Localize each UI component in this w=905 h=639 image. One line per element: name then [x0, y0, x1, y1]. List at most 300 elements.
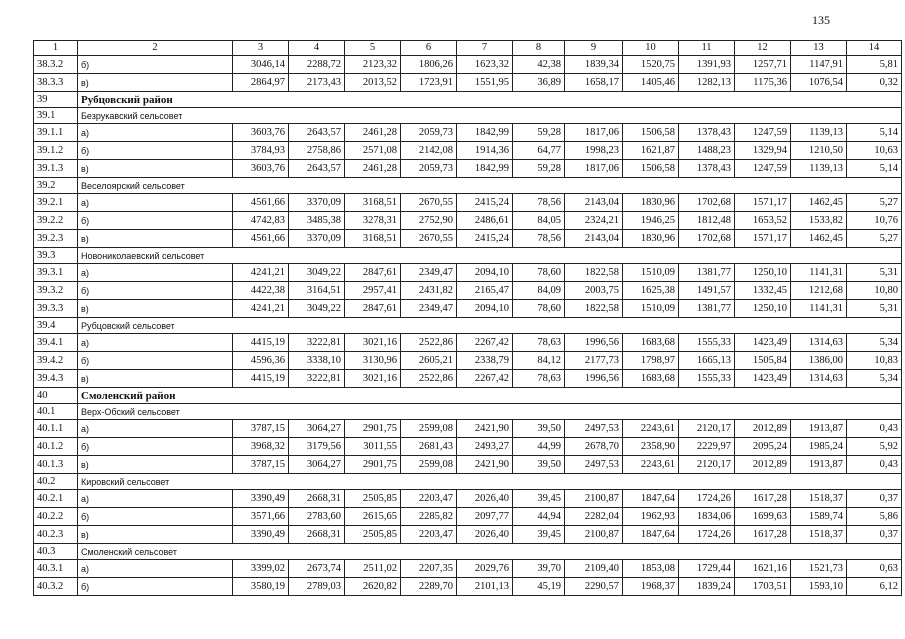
value-cell: 1847,64 — [623, 490, 679, 508]
value-cell: 1996,56 — [565, 370, 623, 388]
table-row — [34, 124, 902, 142]
row-label: а) — [78, 124, 233, 142]
header-cell: 14 — [847, 41, 902, 56]
row-code: 40 — [34, 388, 78, 404]
value-cell: 0,37 — [847, 526, 902, 544]
value-cell: 2026,40 — [457, 526, 513, 544]
settlement-name: Верх-Обский сельсовет — [78, 404, 902, 420]
settlement-name: Веселоярский сельсовет — [78, 178, 902, 194]
value-cell: 2678,70 — [565, 438, 623, 456]
value-cell: 2752,90 — [401, 212, 457, 230]
value-cell: 1830,96 — [623, 194, 679, 212]
value-cell: 2522,86 — [401, 334, 457, 352]
value-cell: 1589,74 — [791, 508, 847, 526]
value-cell: 78,63 — [513, 334, 565, 352]
value-cell: 1555,33 — [679, 370, 735, 388]
settlement-row — [34, 474, 902, 490]
value-cell: 1505,84 — [735, 352, 791, 370]
value-cell: 5,31 — [847, 264, 902, 282]
table-row — [34, 508, 902, 526]
value-cell: 1391,93 — [679, 56, 735, 74]
value-cell: 2029,76 — [457, 560, 513, 578]
value-cell: 3390,49 — [233, 490, 289, 508]
header-cell: 2 — [78, 41, 233, 56]
value-cell: 2431,82 — [401, 282, 457, 300]
value-cell: 44,94 — [513, 508, 565, 526]
value-cell: 39,50 — [513, 420, 565, 438]
row-code: 40.1.3 — [34, 456, 78, 474]
value-cell: 3784,93 — [233, 142, 289, 160]
table-row — [34, 334, 902, 352]
value-cell: 1847,64 — [623, 526, 679, 544]
value-cell: 1853,08 — [623, 560, 679, 578]
value-cell: 3571,66 — [233, 508, 289, 526]
value-cell: 1405,46 — [623, 74, 679, 92]
value-cell: 1946,25 — [623, 212, 679, 230]
value-cell: 2143,04 — [565, 194, 623, 212]
value-cell: 2864,97 — [233, 74, 289, 92]
table-row — [34, 490, 902, 508]
header-cell: 9 — [565, 41, 623, 56]
value-cell: 1571,17 — [735, 230, 791, 248]
value-cell: 1462,45 — [791, 194, 847, 212]
value-cell: 78,60 — [513, 264, 565, 282]
value-cell: 3064,27 — [289, 420, 345, 438]
value-cell: 1141,31 — [791, 300, 847, 318]
value-cell: 2338,79 — [457, 352, 513, 370]
settlement-name: Смоленский сельсовет — [78, 544, 902, 560]
value-cell: 4742,83 — [233, 212, 289, 230]
value-cell: 59,28 — [513, 124, 565, 142]
value-cell: 1822,58 — [565, 264, 623, 282]
value-cell: 2493,27 — [457, 438, 513, 456]
value-cell: 1842,99 — [457, 124, 513, 142]
value-cell: 10,63 — [847, 142, 902, 160]
row-code: 39.3 — [34, 248, 78, 264]
row-code: 40.2.1 — [34, 490, 78, 508]
value-cell: 1147,91 — [791, 56, 847, 74]
value-cell: 5,81 — [847, 56, 902, 74]
value-cell: 1665,13 — [679, 352, 735, 370]
table-row — [34, 230, 902, 248]
value-cell: 1381,77 — [679, 300, 735, 318]
value-cell: 1076,54 — [791, 74, 847, 92]
value-cell: 1842,99 — [457, 160, 513, 178]
value-cell: 39,70 — [513, 560, 565, 578]
value-cell: 1378,43 — [679, 124, 735, 142]
value-cell: 2847,61 — [345, 264, 401, 282]
value-cell: 5,31 — [847, 300, 902, 318]
row-label: б) — [78, 438, 233, 456]
page-number: 135 — [812, 13, 830, 27]
value-cell: 45,19 — [513, 578, 565, 596]
table-row — [34, 578, 902, 596]
value-cell: 1247,59 — [735, 124, 791, 142]
value-cell: 3399,02 — [233, 560, 289, 578]
value-cell: 2571,08 — [345, 142, 401, 160]
value-cell: 2165,47 — [457, 282, 513, 300]
value-cell: 1968,37 — [623, 578, 679, 596]
value-cell: 1257,71 — [735, 56, 791, 74]
value-cell: 2670,55 — [401, 230, 457, 248]
row-label: в) — [78, 456, 233, 474]
value-cell: 78,63 — [513, 370, 565, 388]
value-cell: 1683,68 — [623, 334, 679, 352]
row-label: б) — [78, 508, 233, 526]
value-cell: 3179,56 — [289, 438, 345, 456]
value-cell: 1822,58 — [565, 300, 623, 318]
value-cell: 2203,47 — [401, 526, 457, 544]
value-cell: 2511,02 — [345, 560, 401, 578]
value-cell: 1812,48 — [679, 212, 735, 230]
table-body — [34, 41, 902, 596]
header-cell: 7 — [457, 41, 513, 56]
row-label: в) — [78, 74, 233, 92]
row-label: а) — [78, 194, 233, 212]
district-row — [34, 92, 902, 108]
header-cell: 10 — [623, 41, 679, 56]
row-label: в) — [78, 370, 233, 388]
header-cell: 13 — [791, 41, 847, 56]
value-cell: 1830,96 — [623, 230, 679, 248]
row-label: а) — [78, 490, 233, 508]
value-cell: 1423,49 — [735, 370, 791, 388]
value-cell: 1488,23 — [679, 142, 735, 160]
value-cell: 2599,08 — [401, 420, 457, 438]
value-cell: 1571,17 — [735, 194, 791, 212]
value-cell: 2100,87 — [565, 526, 623, 544]
value-cell: 2605,21 — [401, 352, 457, 370]
value-cell: 2668,31 — [289, 490, 345, 508]
row-code: 39.1.1 — [34, 124, 78, 142]
value-cell: 78,60 — [513, 300, 565, 318]
value-cell: 2599,08 — [401, 456, 457, 474]
row-code: 38.3.3 — [34, 74, 78, 92]
row-code: 39.4.1 — [34, 334, 78, 352]
value-cell: 1139,13 — [791, 124, 847, 142]
value-cell: 39,45 — [513, 490, 565, 508]
settlement-name: Кировский сельсовет — [78, 474, 902, 490]
table-row — [34, 264, 902, 282]
value-cell: 5,14 — [847, 160, 902, 178]
value-cell: 1699,63 — [735, 508, 791, 526]
value-cell: 36,89 — [513, 74, 565, 92]
value-cell: 1962,93 — [623, 508, 679, 526]
value-cell: 3049,22 — [289, 300, 345, 318]
value-cell: 2177,73 — [565, 352, 623, 370]
value-cell: 2461,28 — [345, 124, 401, 142]
value-cell: 1817,06 — [565, 160, 623, 178]
row-label: а) — [78, 334, 233, 352]
value-cell: 2143,04 — [565, 230, 623, 248]
value-cell: 1386,00 — [791, 352, 847, 370]
value-cell: 0,37 — [847, 490, 902, 508]
value-cell: 44,99 — [513, 438, 565, 456]
header-row — [34, 41, 902, 56]
value-cell: 2615,65 — [345, 508, 401, 526]
value-cell: 1798,97 — [623, 352, 679, 370]
value-cell: 2059,73 — [401, 160, 457, 178]
row-code: 40.1 — [34, 404, 78, 420]
value-cell: 2497,53 — [565, 420, 623, 438]
value-cell: 1625,38 — [623, 282, 679, 300]
value-cell: 2643,57 — [289, 160, 345, 178]
row-label: а) — [78, 420, 233, 438]
value-cell: 2243,61 — [623, 456, 679, 474]
value-cell: 2670,55 — [401, 194, 457, 212]
value-cell: 1139,13 — [791, 160, 847, 178]
value-cell: 1282,13 — [679, 74, 735, 92]
value-cell: 59,28 — [513, 160, 565, 178]
value-cell: 3049,22 — [289, 264, 345, 282]
value-cell: 1555,33 — [679, 334, 735, 352]
value-cell: 2847,61 — [345, 300, 401, 318]
row-code: 39.3.3 — [34, 300, 78, 318]
value-cell: 3580,19 — [233, 578, 289, 596]
header-cell: 8 — [513, 41, 565, 56]
value-cell: 1723,91 — [401, 74, 457, 92]
table-row — [34, 352, 902, 370]
value-cell: 2282,04 — [565, 508, 623, 526]
value-cell: 1506,58 — [623, 160, 679, 178]
value-cell: 1817,06 — [565, 124, 623, 142]
tariff-table — [33, 40, 902, 596]
value-cell: 1381,77 — [679, 264, 735, 282]
value-cell: 2497,53 — [565, 456, 623, 474]
table-row — [34, 194, 902, 212]
value-cell: 3168,51 — [345, 194, 401, 212]
value-cell: 2349,47 — [401, 264, 457, 282]
value-cell: 3968,32 — [233, 438, 289, 456]
value-cell: 5,27 — [847, 230, 902, 248]
value-cell: 2094,10 — [457, 300, 513, 318]
value-cell: 78,56 — [513, 230, 565, 248]
row-label: б) — [78, 352, 233, 370]
header-cell: 6 — [401, 41, 457, 56]
value-cell: 2267,42 — [457, 334, 513, 352]
value-cell: 3603,76 — [233, 124, 289, 142]
row-code: 39.4.2 — [34, 352, 78, 370]
value-cell: 5,34 — [847, 370, 902, 388]
value-cell: 0,43 — [847, 420, 902, 438]
row-code: 39.4 — [34, 318, 78, 334]
table-row — [34, 56, 902, 74]
value-cell: 5,14 — [847, 124, 902, 142]
row-label: в) — [78, 526, 233, 544]
value-cell: 5,86 — [847, 508, 902, 526]
row-code: 39.3.1 — [34, 264, 78, 282]
value-cell: 39,45 — [513, 526, 565, 544]
settlement-name: Новониколаевский сельсовет — [78, 248, 902, 264]
value-cell: 42,38 — [513, 56, 565, 74]
value-cell: 2901,75 — [345, 420, 401, 438]
value-cell: 2120,17 — [679, 420, 735, 438]
table-row — [34, 526, 902, 544]
value-cell: 4561,66 — [233, 230, 289, 248]
value-cell: 1914,36 — [457, 142, 513, 160]
row-code: 40.3 — [34, 544, 78, 560]
value-cell: 2012,89 — [735, 456, 791, 474]
district-name: Рубцовский район — [78, 92, 902, 108]
value-cell: 2109,40 — [565, 560, 623, 578]
value-cell: 1621,87 — [623, 142, 679, 160]
value-cell: 10,83 — [847, 352, 902, 370]
value-cell: 1703,51 — [735, 578, 791, 596]
value-cell: 3390,49 — [233, 526, 289, 544]
value-cell: 2100,87 — [565, 490, 623, 508]
row-code: 39.4.3 — [34, 370, 78, 388]
value-cell: 2123,32 — [345, 56, 401, 74]
value-cell: 1724,26 — [679, 490, 735, 508]
table-row — [34, 456, 902, 474]
value-cell: 84,05 — [513, 212, 565, 230]
value-cell: 1329,94 — [735, 142, 791, 160]
value-cell: 2783,60 — [289, 508, 345, 526]
row-label: б) — [78, 212, 233, 230]
row-code: 40.2 — [34, 474, 78, 490]
value-cell: 64,77 — [513, 142, 565, 160]
value-cell: 1913,87 — [791, 420, 847, 438]
header-cell: 4 — [289, 41, 345, 56]
value-cell: 1212,68 — [791, 282, 847, 300]
value-cell: 1175,36 — [735, 74, 791, 92]
value-cell: 3064,27 — [289, 456, 345, 474]
row-code: 40.1.1 — [34, 420, 78, 438]
value-cell: 4415,19 — [233, 334, 289, 352]
value-cell: 2142,08 — [401, 142, 457, 160]
row-code: 39.1.3 — [34, 160, 78, 178]
value-cell: 2681,43 — [401, 438, 457, 456]
value-cell: 2349,47 — [401, 300, 457, 318]
value-cell: 1658,17 — [565, 74, 623, 92]
value-cell: 2289,70 — [401, 578, 457, 596]
row-code: 39.1.2 — [34, 142, 78, 160]
value-cell: 1250,10 — [735, 264, 791, 282]
value-cell: 2095,24 — [735, 438, 791, 456]
value-cell: 4241,21 — [233, 264, 289, 282]
value-cell: 0,63 — [847, 560, 902, 578]
value-cell: 2203,47 — [401, 490, 457, 508]
value-cell: 1491,57 — [679, 282, 735, 300]
value-cell: 4422,38 — [233, 282, 289, 300]
value-cell: 1621,16 — [735, 560, 791, 578]
value-cell: 1332,45 — [735, 282, 791, 300]
value-cell: 3603,76 — [233, 160, 289, 178]
value-cell: 2059,73 — [401, 124, 457, 142]
value-cell: 2094,10 — [457, 264, 513, 282]
value-cell: 84,09 — [513, 282, 565, 300]
value-cell: 2522,86 — [401, 370, 457, 388]
value-cell: 1518,37 — [791, 490, 847, 508]
value-cell: 1839,24 — [679, 578, 735, 596]
value-cell: 1510,09 — [623, 264, 679, 282]
value-cell: 2285,82 — [401, 508, 457, 526]
row-code: 39.3.2 — [34, 282, 78, 300]
value-cell: 2415,24 — [457, 194, 513, 212]
value-cell: 1702,68 — [679, 230, 735, 248]
row-label: б) — [78, 142, 233, 160]
value-cell: 1683,68 — [623, 370, 679, 388]
value-cell: 2097,77 — [457, 508, 513, 526]
row-code: 39.2.3 — [34, 230, 78, 248]
value-cell: 2620,82 — [345, 578, 401, 596]
value-cell: 1510,09 — [623, 300, 679, 318]
value-cell: 1250,10 — [735, 300, 791, 318]
value-cell: 3011,55 — [345, 438, 401, 456]
value-cell: 2901,75 — [345, 456, 401, 474]
value-cell: 2243,61 — [623, 420, 679, 438]
settlement-name: Рубцовский сельсовет — [78, 318, 902, 334]
value-cell: 2173,43 — [289, 74, 345, 92]
value-cell: 1210,50 — [791, 142, 847, 160]
value-cell: 3338,10 — [289, 352, 345, 370]
value-cell: 5,34 — [847, 334, 902, 352]
row-label: в) — [78, 160, 233, 178]
value-cell: 2957,41 — [345, 282, 401, 300]
value-cell: 2668,31 — [289, 526, 345, 544]
value-cell: 4596,36 — [233, 352, 289, 370]
value-cell: 2421,90 — [457, 420, 513, 438]
value-cell: 2486,61 — [457, 212, 513, 230]
value-cell: 1521,73 — [791, 560, 847, 578]
value-cell: 39,50 — [513, 456, 565, 474]
value-cell: 2673,74 — [289, 560, 345, 578]
value-cell: 1533,82 — [791, 212, 847, 230]
row-code: 40.3.1 — [34, 560, 78, 578]
value-cell: 1423,49 — [735, 334, 791, 352]
header-cell: 5 — [345, 41, 401, 56]
value-cell: 1998,23 — [565, 142, 623, 160]
value-cell: 1702,68 — [679, 194, 735, 212]
value-cell: 1913,87 — [791, 456, 847, 474]
table-row — [34, 438, 902, 456]
settlement-row — [34, 544, 902, 560]
value-cell: 1724,26 — [679, 526, 735, 544]
value-cell: 1141,31 — [791, 264, 847, 282]
row-label: б) — [78, 56, 233, 74]
table-row — [34, 212, 902, 230]
value-cell: 1617,28 — [735, 490, 791, 508]
row-label: б) — [78, 578, 233, 596]
value-cell: 2012,89 — [735, 420, 791, 438]
value-cell: 3164,51 — [289, 282, 345, 300]
table-row — [34, 370, 902, 388]
value-cell: 2290,57 — [565, 578, 623, 596]
value-cell: 3130,96 — [345, 352, 401, 370]
value-cell: 2358,90 — [623, 438, 679, 456]
value-cell: 3222,81 — [289, 334, 345, 352]
row-label: а) — [78, 560, 233, 578]
value-cell: 0,32 — [847, 74, 902, 92]
value-cell: 6,12 — [847, 578, 902, 596]
value-cell: 2120,17 — [679, 456, 735, 474]
value-cell: 3370,09 — [289, 230, 345, 248]
value-cell: 1834,06 — [679, 508, 735, 526]
table-row — [34, 74, 902, 92]
row-code: 40.2.3 — [34, 526, 78, 544]
row-label: б) — [78, 282, 233, 300]
value-cell: 10,80 — [847, 282, 902, 300]
value-cell: 2288,72 — [289, 56, 345, 74]
value-cell: 3278,31 — [345, 212, 401, 230]
value-cell: 2229,97 — [679, 438, 735, 456]
value-cell: 2026,40 — [457, 490, 513, 508]
value-cell: 4561,66 — [233, 194, 289, 212]
row-code: 39.2 — [34, 178, 78, 194]
value-cell: 2101,13 — [457, 578, 513, 596]
value-cell: 5,92 — [847, 438, 902, 456]
row-label: а) — [78, 264, 233, 282]
